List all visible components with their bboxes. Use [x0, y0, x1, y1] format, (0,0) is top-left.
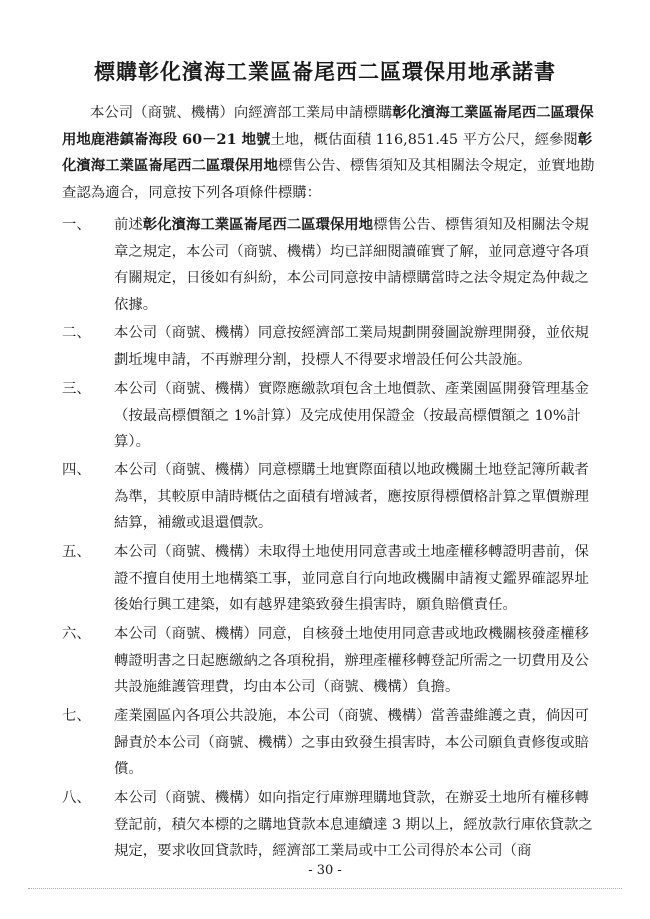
intro-text-d: 標售公告、標售須知及其相關法令規定，並實地勘查認為適合，同意按下列各項條件標購：	[62, 158, 595, 201]
clause-text: 本公司（商號、機構）同意標購土地實際面積以地政機關土地登記簿所載者為準，其較原申請時概估之面積有增減者，應按原得標價格計算之單價辦理結算，補繳或退還價款。	[114, 462, 589, 531]
clause-text: 產業園區內各項公共設施，本公司（商號、機構）當善盡維護之責，倘因可歸責於本公司（商號、機構）之事由致發生損害時，本公司願負責修復或賠償。	[114, 708, 589, 777]
clause-text: 本公司（商號、機構）未取得土地使用同意書或土地產權移轉證明書前，保證不擅自使用土地構築工事，並同意自行向地政機關申請複丈鑑界確認界址後始行興工建築，如有越界建築致發生損害時，願負賠償責任。	[114, 544, 589, 613]
intro-bold-a: 彰化濱海工業區崙尾西二區環保用地鹿港鎮崙海段 60－21 地號	[62, 104, 594, 148]
page-number: - 30 -	[308, 863, 342, 878]
scan-edge-divider	[28, 888, 622, 889]
clause-text: 本公司（商號、機構）實際應繳款項包含土地價款、產業園區開發管理基金（按最高標價額之 1%計算）及完成使用保證金（按最高標價額之 10%計算）。	[114, 381, 589, 450]
clause-number: 二、	[62, 325, 91, 341]
document-title: 標購彰化濱海工業區崙尾西二區環保用地承諾書	[94, 59, 556, 84]
clause-number: 七、	[62, 708, 91, 724]
clause-number: 五、	[62, 544, 91, 560]
intro-text-c: 土地，概估面積 116,851.45 平方公尺，經參閱	[270, 131, 578, 148]
clause-number: 三、	[62, 381, 91, 397]
clause-text-pre: 前述	[114, 217, 143, 233]
intro-paragraph	[62, 100, 600, 206]
clause-text-rest: 標售公告、標售須知及相關法令規章之規定，本公司（商號、機構）均已詳細閱讀確實了解，並同意遵守各項有關規定，日後如有糾紛，本公司同意按申請標購當時之法令規定為仲裁之依據。	[114, 217, 589, 313]
clause-text: 本公司（商號、機構）如向指定行庫辦理購地貸款，在辦妥土地所有權移轉登記前，積欠本標的之購地貸款本息連續達 3 期以上，經放款行庫依貸款之規定，要求收回貸款時，經濟部工業局或中工公司得於本公司（商	[114, 790, 593, 859]
clause-text: 本公司（商號、機構）同意按經濟部工業局規劃開發圖說辦理開發，並依規劃坵塊申請，不再辦理分割，投標人不得要求增設任何公共設施。	[114, 325, 589, 368]
clause-number: 八、	[62, 790, 91, 806]
intro-bold-b: 彰化濱海工業區崙尾西二區環保用地	[62, 130, 593, 174]
clause-text-bold: 彰化濱海工業區崙尾西二區環保用地	[142, 216, 374, 233]
clause-text: 本公司（商號、機構）同意，自核發土地使用同意書或地政機關核發產權移轉證明書之日起應繳納之各項稅捐，辦理產權移轉登記所需之一切費用及公共設施維護管理費，均由本公司（商號、機構）負擔。	[114, 626, 589, 695]
clause-number: 四、	[62, 462, 91, 478]
intro-text-a: 本公司（商號、機構）向經濟部工業局申請標購	[90, 105, 393, 121]
clause-number: 六、	[62, 626, 91, 642]
clause-text	[114, 212, 600, 318]
clause-number: 一、	[62, 217, 91, 233]
